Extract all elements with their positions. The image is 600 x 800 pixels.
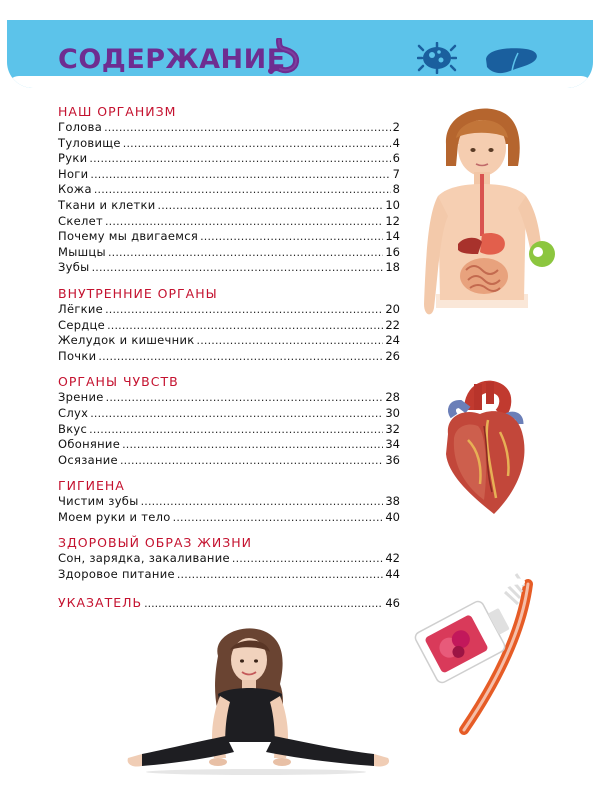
toc-entry-label: Кожа bbox=[58, 182, 92, 197]
leader-dots bbox=[200, 229, 383, 245]
stomach-icon bbox=[267, 38, 301, 74]
toc-entry-page: 14 bbox=[385, 229, 400, 244]
toc-entry-page: 12 bbox=[385, 213, 400, 228]
heart-illustration bbox=[434, 380, 534, 520]
toc-entry[interactable] bbox=[58, 182, 400, 198]
toc-entry-page: 36 bbox=[385, 452, 400, 467]
toothpaste-toothbrush-illustration bbox=[412, 570, 542, 740]
toc-entry-label: Мышцы bbox=[58, 244, 106, 259]
toc-entry-page: 6 bbox=[392, 151, 400, 166]
toc-entry[interactable] bbox=[58, 151, 400, 167]
leader-dots bbox=[105, 214, 383, 230]
toc-entry-label: Ткани и клетки bbox=[58, 197, 156, 212]
toc-entry[interactable] bbox=[58, 245, 400, 261]
toc-entry-page: 16 bbox=[385, 244, 400, 259]
toc-entry-label: Зубы bbox=[58, 260, 90, 275]
toc-entry-label: Туловище bbox=[58, 135, 121, 150]
toc-entry[interactable] bbox=[58, 510, 400, 526]
toc-section bbox=[58, 286, 400, 364]
toc-entry[interactable] bbox=[58, 136, 400, 152]
page-title: СОДЕРЖАНИЕ bbox=[58, 44, 286, 75]
index-page: 46 bbox=[385, 595, 400, 610]
toc-entry-page: 34 bbox=[385, 437, 400, 452]
toc-entry-label: Чистим зубы bbox=[58, 494, 139, 509]
leader-dots bbox=[107, 318, 383, 334]
toc-entry-label: Здоровое питание bbox=[58, 567, 175, 582]
leader-dots bbox=[173, 510, 384, 526]
toc-entry-label: Моем руки и тело bbox=[58, 509, 171, 524]
toc-entry-label: Вкус bbox=[58, 421, 88, 436]
toc-entry-page: 20 bbox=[385, 301, 400, 316]
toc-entry-page: 22 bbox=[385, 317, 400, 332]
section-title: ГИГИЕНА bbox=[58, 478, 125, 494]
section-title: ЗДОРОВЫЙ ОБРАЗ ЖИЗНИ bbox=[58, 535, 252, 551]
table-of-contents bbox=[58, 104, 400, 612]
toc-entry[interactable] bbox=[58, 422, 400, 438]
toc-entry-label: Скелет bbox=[58, 213, 103, 228]
toc-entry[interactable] bbox=[58, 453, 400, 469]
toc-entry-label: Зрение bbox=[58, 390, 104, 405]
leader-dots bbox=[141, 494, 384, 510]
leader-dots bbox=[120, 453, 383, 469]
toc-entry-page: 24 bbox=[385, 333, 400, 348]
toc-entry-page: 30 bbox=[385, 405, 400, 420]
toc-entry-label: Осязание bbox=[58, 452, 118, 467]
toc-entry-page: 38 bbox=[385, 494, 400, 509]
toc-entry-label: Обоняние bbox=[58, 437, 121, 452]
leader-dots bbox=[94, 182, 391, 198]
toc-entry-page: 7 bbox=[392, 166, 400, 181]
toc-entry[interactable] bbox=[58, 333, 400, 349]
leader-dots bbox=[177, 567, 384, 583]
toc-entry[interactable] bbox=[58, 551, 400, 567]
leader-dots bbox=[104, 120, 391, 136]
toc-entry-page: 18 bbox=[385, 260, 400, 275]
leader-dots bbox=[89, 151, 390, 167]
leader-dots bbox=[122, 437, 383, 453]
germ-icon bbox=[417, 42, 457, 74]
leader-dots bbox=[144, 596, 383, 612]
toc-entry[interactable] bbox=[58, 318, 400, 334]
toc-entry-label: Почему мы двигаемся bbox=[58, 229, 199, 244]
section-title: НАШ ОРГАНИЗМ bbox=[58, 104, 177, 119]
toc-entry-label: Сон, зарядка, закаливание bbox=[58, 551, 230, 566]
leader-dots bbox=[123, 136, 391, 152]
toc-entry-label: Руки bbox=[58, 151, 88, 166]
toc-entry-label: Почки bbox=[58, 348, 97, 363]
toc-entry-label: Слух bbox=[58, 405, 89, 420]
child-anatomy-illustration bbox=[408, 104, 568, 332]
toc-entry[interactable] bbox=[58, 198, 400, 214]
toc-section bbox=[58, 535, 400, 582]
toc-section bbox=[58, 104, 400, 276]
toc-entry-page: 10 bbox=[385, 197, 400, 212]
toc-entry[interactable] bbox=[58, 214, 400, 230]
toc-section bbox=[58, 478, 400, 525]
toc-entry-page: 32 bbox=[385, 421, 400, 436]
toc-entry-page: 28 bbox=[385, 390, 400, 405]
toc-entry[interactable] bbox=[58, 260, 400, 276]
toc-entry[interactable] bbox=[58, 120, 400, 136]
toc-entry-page: 44 bbox=[385, 567, 400, 582]
leader-dots bbox=[197, 333, 384, 349]
toc-entry[interactable] bbox=[58, 229, 400, 245]
toc-section bbox=[58, 374, 400, 468]
leader-dots bbox=[98, 349, 383, 365]
leader-dots bbox=[90, 406, 383, 422]
leader-dots bbox=[89, 422, 383, 438]
toc-entry-label: Ноги bbox=[58, 166, 89, 181]
leader-dots bbox=[90, 167, 390, 183]
toc-entry-label: Лёгкие bbox=[58, 301, 104, 316]
toc-entry[interactable] bbox=[58, 494, 400, 510]
section-title: ВНУТРЕННИЕ ОРГАНЫ bbox=[58, 285, 218, 301]
leader-dots bbox=[92, 260, 384, 276]
toc-entry[interactable] bbox=[58, 302, 400, 318]
toc-entry[interactable] bbox=[58, 567, 400, 583]
leader-dots bbox=[108, 245, 383, 261]
leader-dots bbox=[158, 198, 384, 214]
toc-entry[interactable] bbox=[58, 390, 400, 406]
header-bottom-edge bbox=[7, 76, 593, 88]
leader-dots bbox=[106, 390, 384, 406]
leader-dots bbox=[105, 302, 383, 318]
leader-dots bbox=[232, 551, 383, 567]
toc-entry-page: 2 bbox=[392, 120, 400, 134]
toc-entry-label: Сердце bbox=[58, 317, 106, 332]
toc-index-entry[interactable] bbox=[58, 595, 400, 612]
toc-entry-page: 40 bbox=[385, 509, 400, 524]
toc-entry-page: 42 bbox=[385, 551, 400, 566]
toc-entry-page: 4 bbox=[392, 135, 400, 150]
index-label: УКАЗАТЕЛЬ bbox=[58, 594, 143, 610]
toc-entry-label: Желудок и кишечник bbox=[58, 333, 195, 348]
toc-entry-label: Голова bbox=[58, 120, 103, 134]
toc-entry[interactable] bbox=[58, 349, 400, 365]
toc-entry-page: 8 bbox=[392, 182, 400, 197]
toc-entry[interactable] bbox=[58, 406, 400, 422]
section-title: ОРГАНЫ ЧУВСТВ bbox=[58, 374, 179, 390]
toc-entry[interactable] bbox=[58, 437, 400, 453]
girl-splits-illustration bbox=[126, 626, 406, 776]
liver-icon bbox=[482, 45, 540, 75]
toc-entry-page: 26 bbox=[385, 348, 400, 363]
toc-entry[interactable] bbox=[58, 167, 400, 183]
